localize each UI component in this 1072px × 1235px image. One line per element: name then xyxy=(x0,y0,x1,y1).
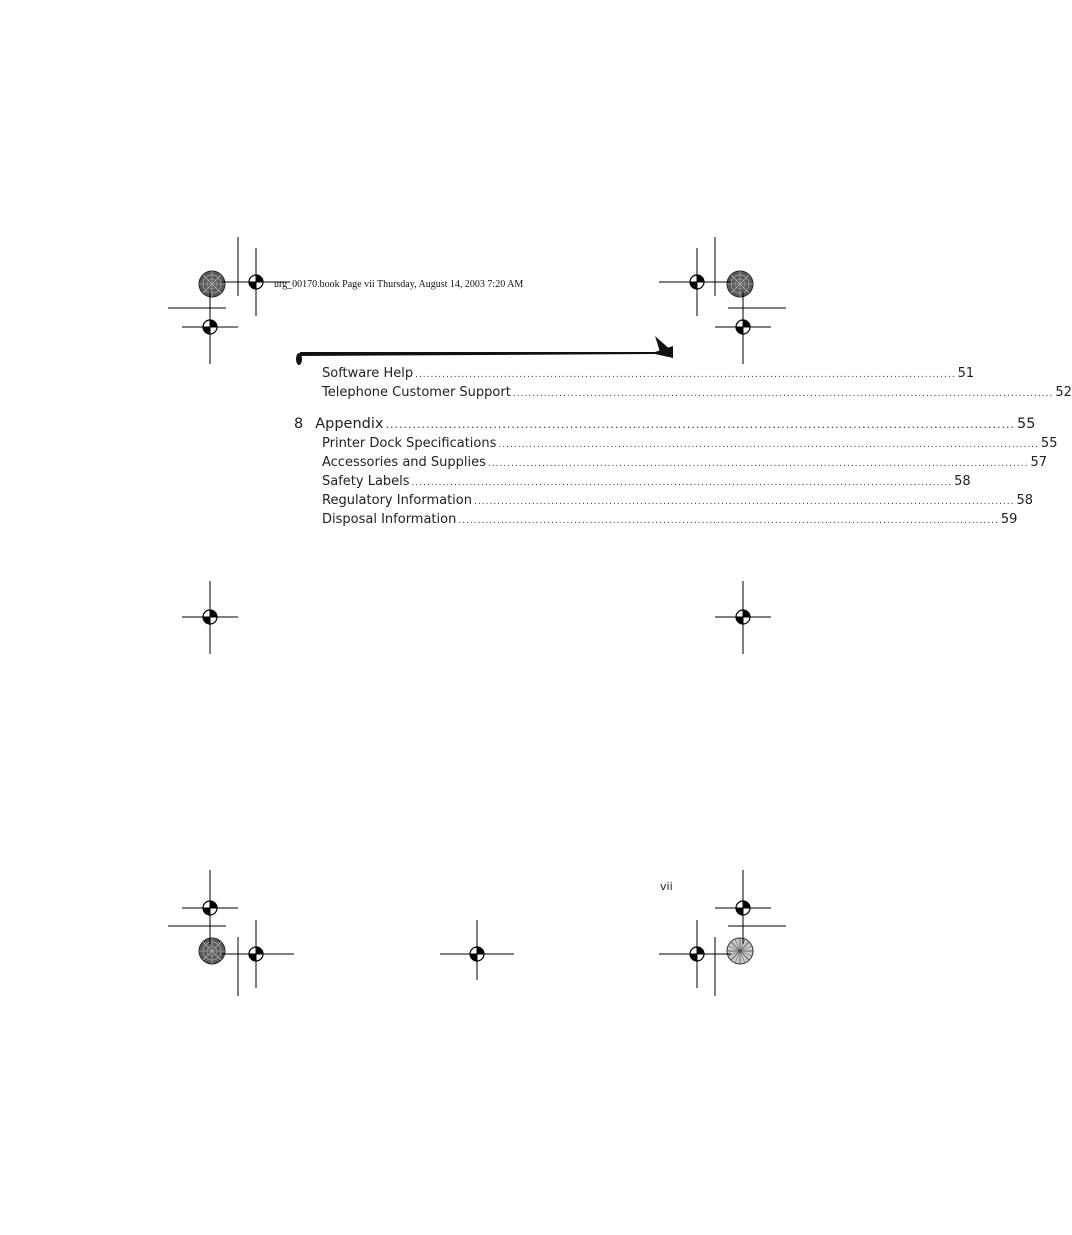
page-number: vii xyxy=(660,880,673,893)
toc-arrow-icon xyxy=(296,336,673,365)
toc-entry-page: 51 xyxy=(957,366,975,381)
toc-entry-label: Regulatory Information xyxy=(322,493,472,508)
toc-entry[interactable] xyxy=(294,472,971,491)
toc-entry-page: 59 xyxy=(1000,512,1018,527)
toc-entry[interactable] xyxy=(294,364,975,383)
toc-chapter-page: 55 xyxy=(1017,416,1036,432)
toc-leader: ............................................................................................................................................ xyxy=(498,440,1039,450)
toc-entry-label: Safety Labels xyxy=(322,474,410,489)
toc-entry-page: 58 xyxy=(1016,493,1034,508)
toc-entry[interactable] xyxy=(294,383,1072,402)
toc-entry-page: 55 xyxy=(1040,436,1058,451)
toc-leader: ............................................................................................................................................ xyxy=(415,370,956,380)
toc-chapter-number: 8 xyxy=(294,416,304,432)
toc-entry-page: 57 xyxy=(1030,455,1047,470)
toc-entry-page: 58 xyxy=(954,474,971,489)
color-bar-wheel-icon xyxy=(199,938,225,964)
toc-chapter[interactable] xyxy=(294,414,1036,434)
toc-leader: ............................................................................................................................................ xyxy=(512,389,1054,399)
color-bar-wheel-icon xyxy=(199,271,225,297)
toc-entry-label: Software Help xyxy=(322,366,414,381)
toc-entry[interactable] xyxy=(294,434,1058,453)
toc-entry-label: Printer Dock Specifications xyxy=(322,436,497,451)
toc-leader: ............................................................................................................................................ xyxy=(474,497,1015,507)
toc-entry[interactable] xyxy=(294,510,1018,529)
print-slug: urg_00170.book Page vii Thursday, August 14, 2003 7:20 AM xyxy=(274,279,524,290)
toc-chapter-label: Appendix xyxy=(315,416,384,432)
color-bar-wheel-icon xyxy=(727,938,753,964)
toc-entry[interactable] xyxy=(294,453,1047,472)
toc-entry[interactable] xyxy=(294,491,1034,510)
color-bar-wheel-icon xyxy=(727,271,753,297)
toc-leader: ............................................................................................................................................ xyxy=(411,478,953,488)
toc-entry-page: 52 xyxy=(1055,385,1072,400)
table-of-contents xyxy=(294,364,1072,529)
toc-leader: ............................................................................................................................................ xyxy=(385,418,1016,431)
toc-leader: ............................................................................................................................................ xyxy=(487,459,1029,469)
toc-entry-label: Accessories and Supplies xyxy=(322,455,486,470)
toc-entry-label: Telephone Customer Support xyxy=(322,385,511,400)
toc-entry-label: Disposal Information xyxy=(322,512,457,527)
toc-leader: ............................................................................................................................................ xyxy=(458,516,999,526)
